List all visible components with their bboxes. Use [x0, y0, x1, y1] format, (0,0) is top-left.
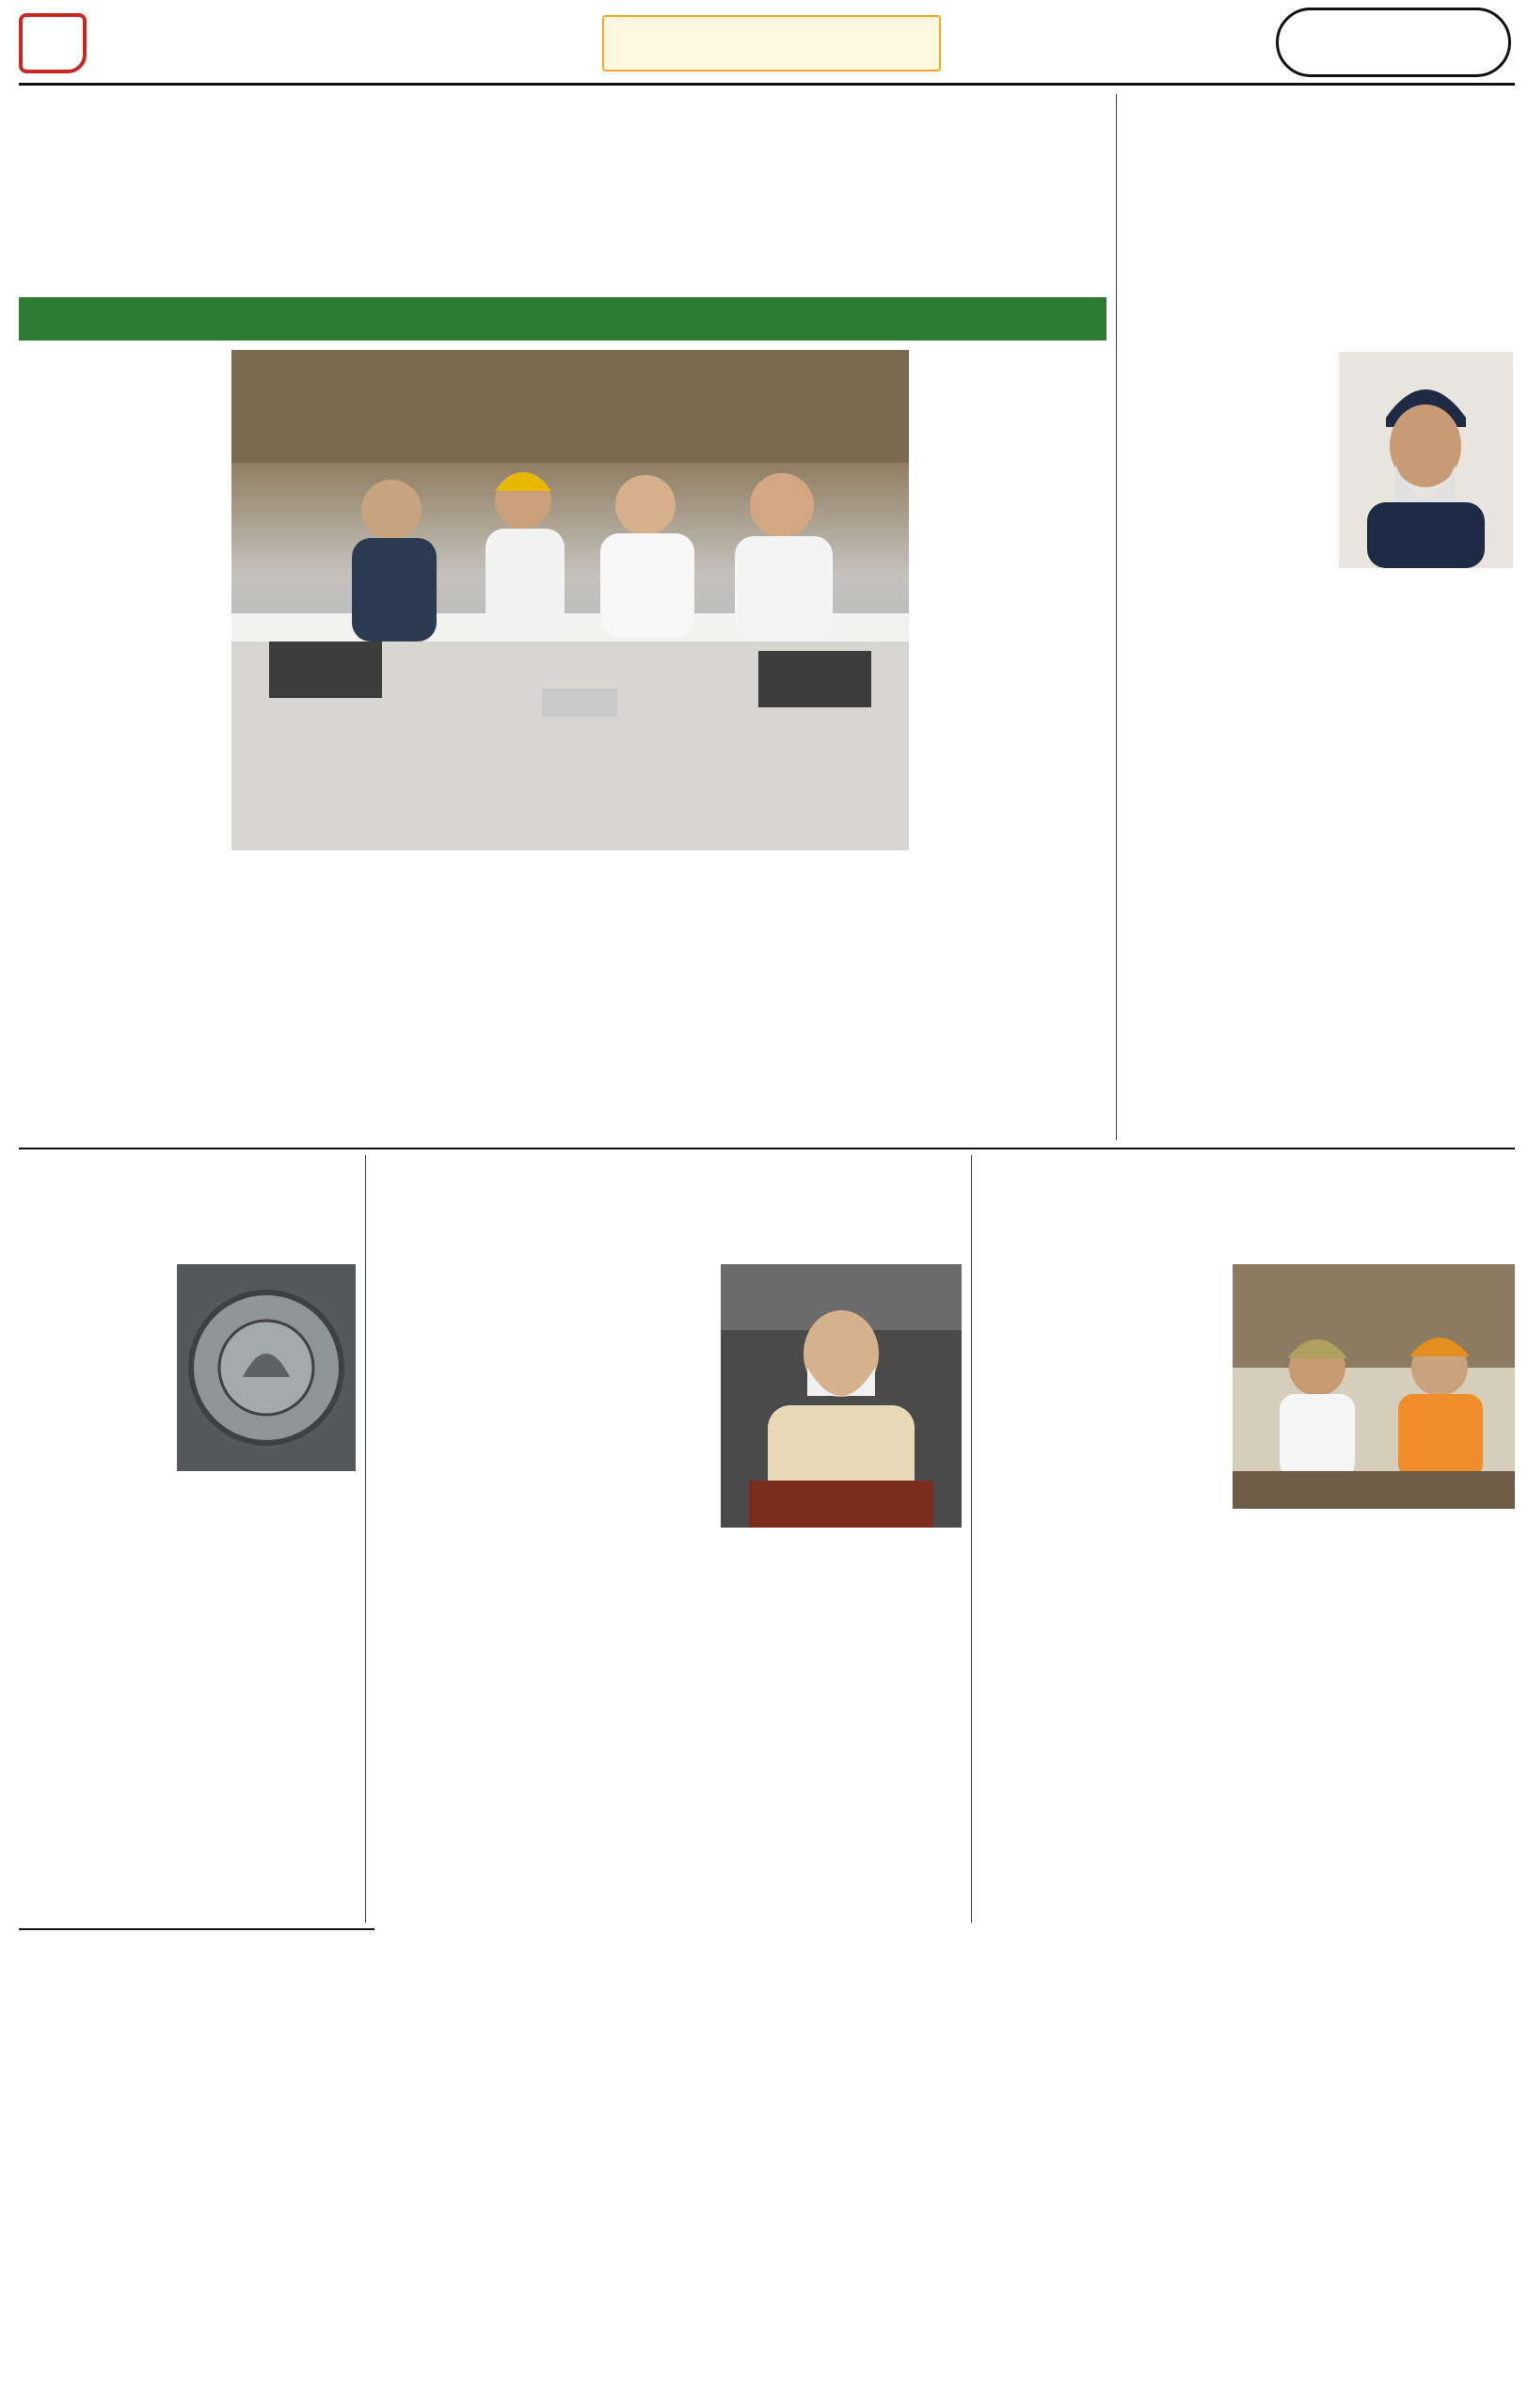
meeting-photo-illustration [1233, 1264, 1515, 1509]
modi-photo-illustration [721, 1264, 962, 1528]
divider-v3 [971, 1155, 972, 1923]
divider-h1 [19, 1148, 1515, 1149]
lead-col2 [231, 860, 387, 1142]
lead-col5 [920, 350, 1106, 1142]
masthead-rule [19, 83, 1515, 86]
drain-headline [982, 1155, 1515, 1259]
modi-body [376, 1264, 962, 1923]
drain-photo [1233, 1264, 1515, 1509]
divider-v1 [1116, 94, 1117, 1140]
divider-v2 [365, 1155, 366, 1923]
lead-col4 [565, 860, 724, 1142]
dhami-photo [1339, 352, 1513, 568]
brand-logo [1276, 8, 1511, 77]
lead-subhead-bar [19, 297, 1106, 341]
lead-col3 [395, 860, 555, 1142]
rbi-emblem-illustration [177, 1264, 356, 1471]
modi-headline [376, 1155, 962, 1259]
dhami-body [1127, 273, 1513, 1138]
portrait-illustration [1339, 352, 1513, 568]
divider-h2 [19, 1928, 374, 1930]
dhami-headline [1127, 120, 1513, 261]
rbi-headline [19, 1155, 356, 1259]
lead-col1 [19, 350, 221, 1140]
masthead [0, 0, 1528, 87]
section-label [602, 15, 941, 71]
page-number-badge [19, 13, 87, 73]
drain-body [982, 1264, 1515, 1923]
rbi-body [19, 1264, 356, 1923]
lead-headline [19, 122, 1106, 297]
rbi-photo [177, 1264, 356, 1471]
meeting-photo-illustration [231, 350, 909, 850]
lead-photo [231, 350, 909, 850]
modi-photo [721, 1264, 962, 1528]
